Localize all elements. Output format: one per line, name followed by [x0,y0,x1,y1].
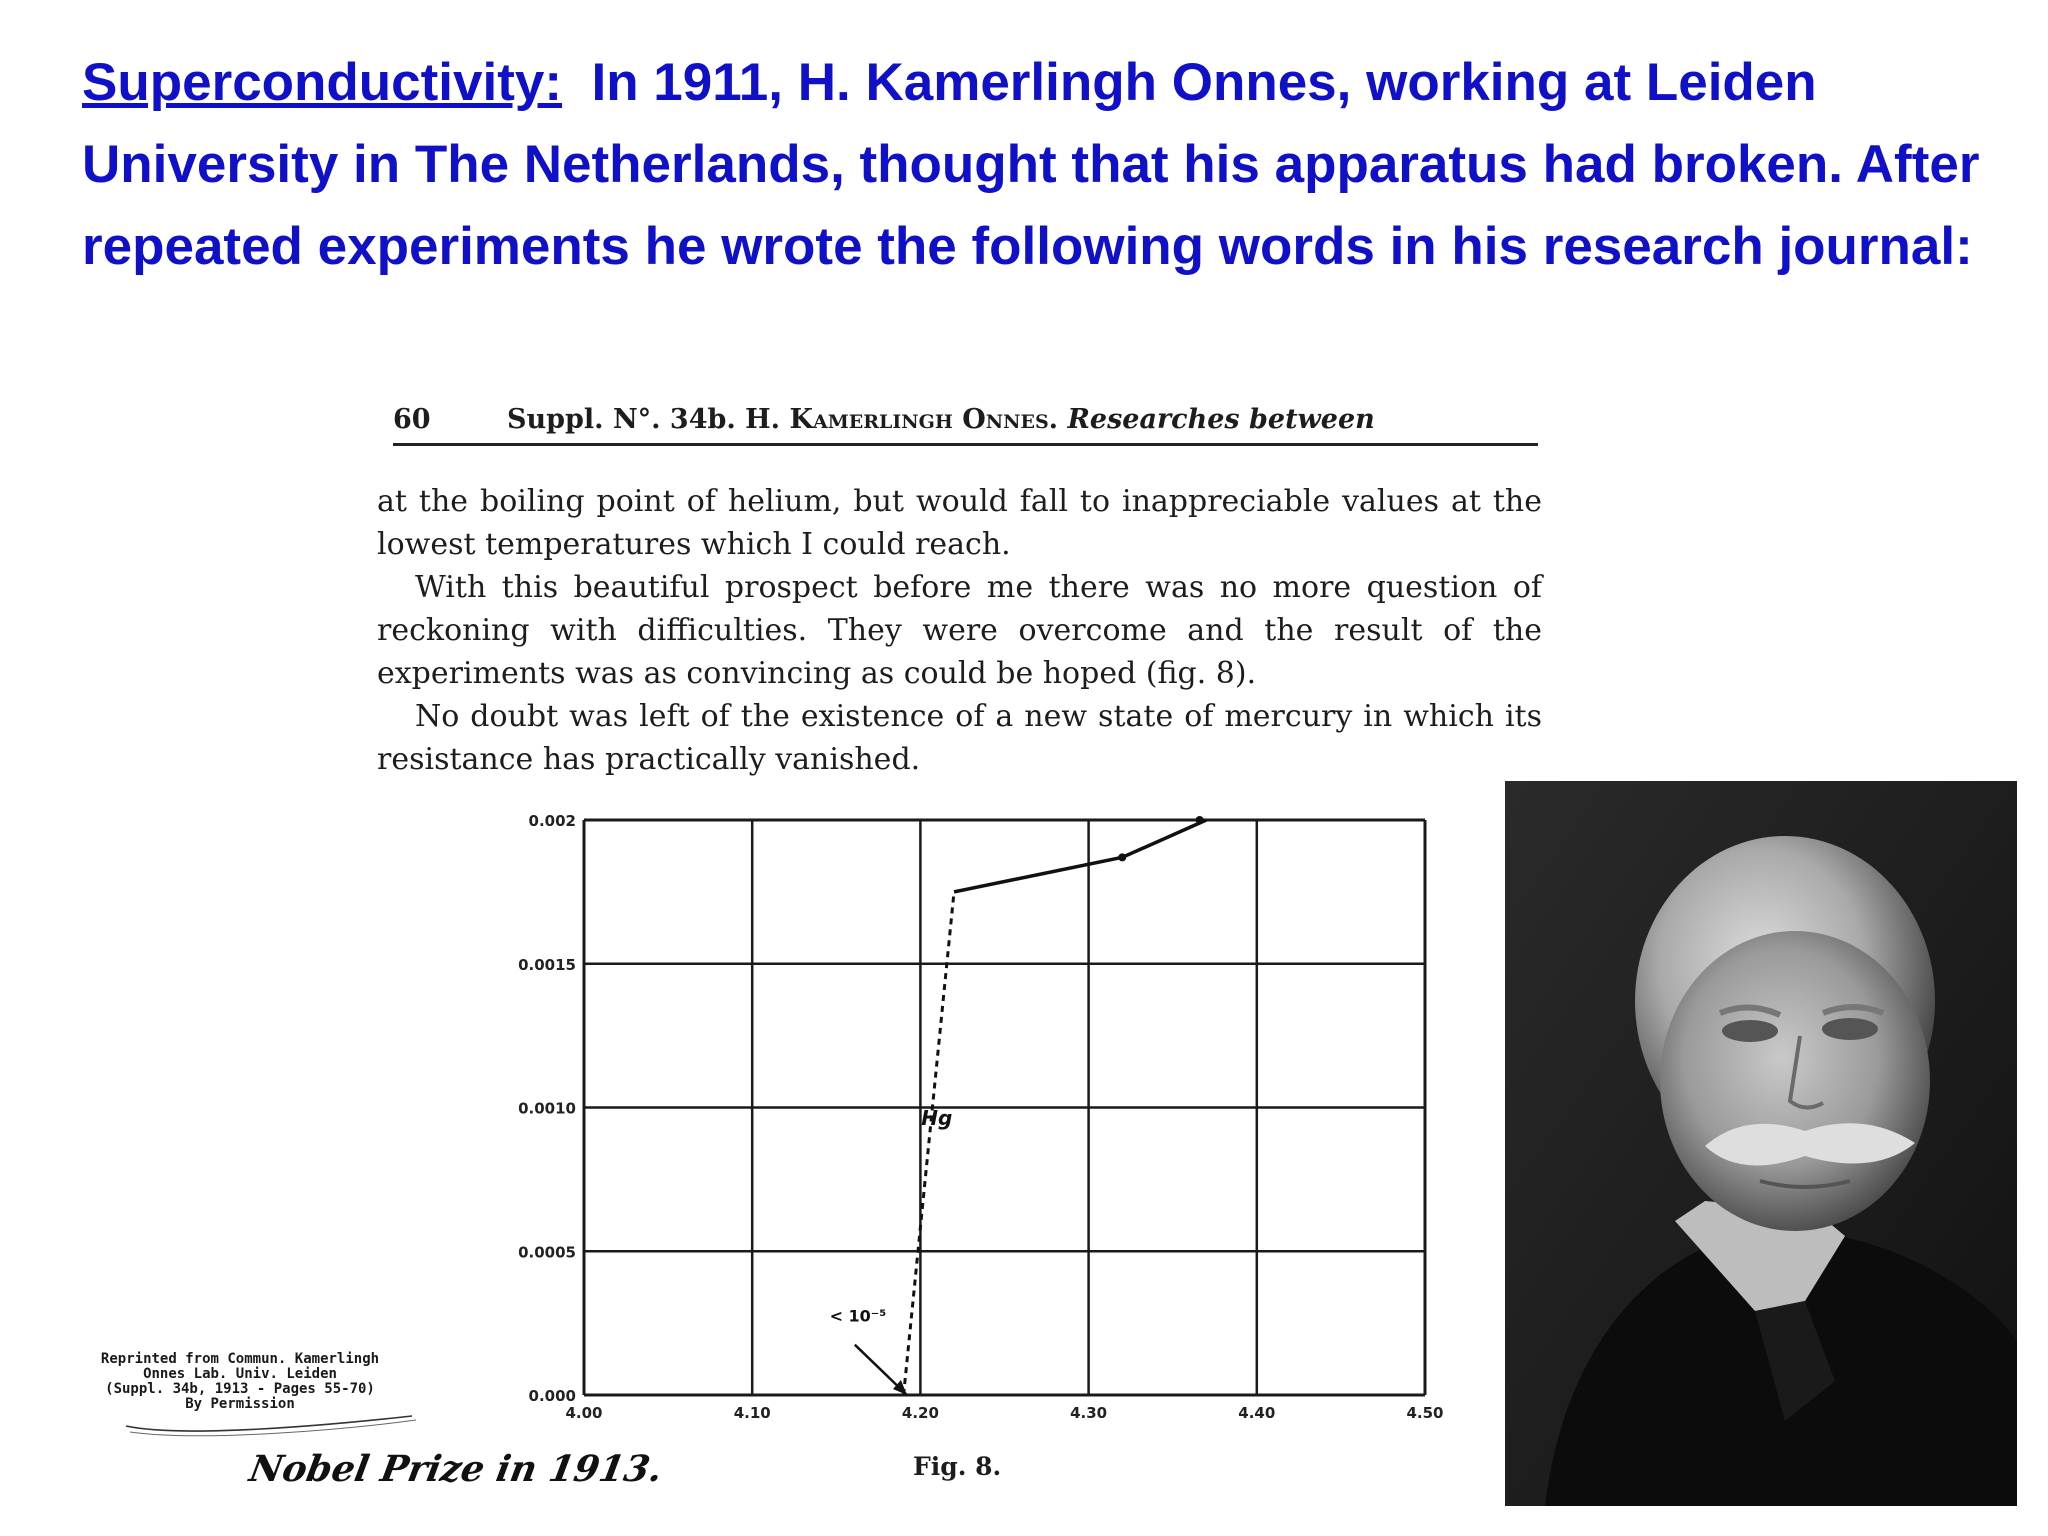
x-tick-label: 4.00 [565,1404,603,1422]
figure-caption: Fig. 8. [913,1452,1002,1481]
x-tick-label: 4.10 [733,1404,771,1422]
series-label-hg: Hg [921,1105,953,1130]
y-tick-label: 0.000 [528,1387,576,1405]
journal-header-rule [393,443,1538,446]
journal-page-number: 60 [393,404,431,435]
journal-running-head [507,404,1375,435]
reprint-line-1: Reprinted from Commun. Kamerlingh [100,1351,380,1367]
x-tick-label: 4.50 [1406,1404,1444,1422]
journal-paragraph-3: No doubt was left of the existence of a new state of mercury in which its resistance has practically vanished. [377,699,1542,777]
chart-grid [584,820,1425,1395]
intro-text: In 1911, H. Kamerlingh Onnes, working at Leiden University in The Netherlands, thought that his apparatus had broken. After repeated experiments he wrote the following words in his research journal: [82,53,1980,276]
y-tick-label: 0.0015 [518,955,576,974]
resistance-chart [480,790,1460,1450]
intro-paragraph [82,42,2002,288]
reprint-line-2: Onnes Lab. Univ. Leiden [143,1366,337,1382]
journal-header-title: Researches between [1067,404,1375,435]
y-tick-label: 0.0005 [518,1243,576,1262]
x-tick-label: 4.30 [1070,1404,1108,1422]
data-point [1118,853,1126,861]
journal-paragraph-2: With this beautiful prospect before me there was no more question of reckoning with difficulties. They were overcome and the result of the experiments was as convincing as could be hoped (fig. 8). [377,570,1542,691]
chart-y-ticks [518,812,576,1405]
y-tick-label: 0.0010 [518,1099,576,1118]
journal-header-suppl: Suppl. N°. 34b. H. [507,404,781,435]
reprint-stamp [30,1352,450,1412]
portrait-photo-icon [1505,781,2017,1506]
chart-annotation: < 10⁻⁵ [829,1306,887,1326]
journal-paragraph-1: at the boiling point of helium, but would fall to inappreciable values at the lowest temperatures which I could reach. [377,484,1542,562]
series-line-normal [954,820,1206,892]
reprint-swoosh [122,1412,422,1438]
reprint-line-3: (Suppl. 34b, 1913 - Pages 55-70) [105,1381,375,1397]
journal-excerpt [377,480,1542,781]
y-tick-label: 0.002 [528,812,576,830]
data-point [1196,816,1204,824]
reprint-line-4: By Permission [185,1396,295,1412]
x-tick-label: 4.40 [1238,1404,1276,1422]
x-tick-label: 4.20 [901,1404,939,1422]
journal-header-author: Kamerlingh Onnes. [789,404,1059,435]
series-line-transition [904,892,954,1395]
chart-x-ticks [565,1404,1443,1422]
intro-keyword: Superconductivity: [82,53,563,112]
nobel-prize-note: Nobel Prize in 1913. [246,1448,666,1490]
